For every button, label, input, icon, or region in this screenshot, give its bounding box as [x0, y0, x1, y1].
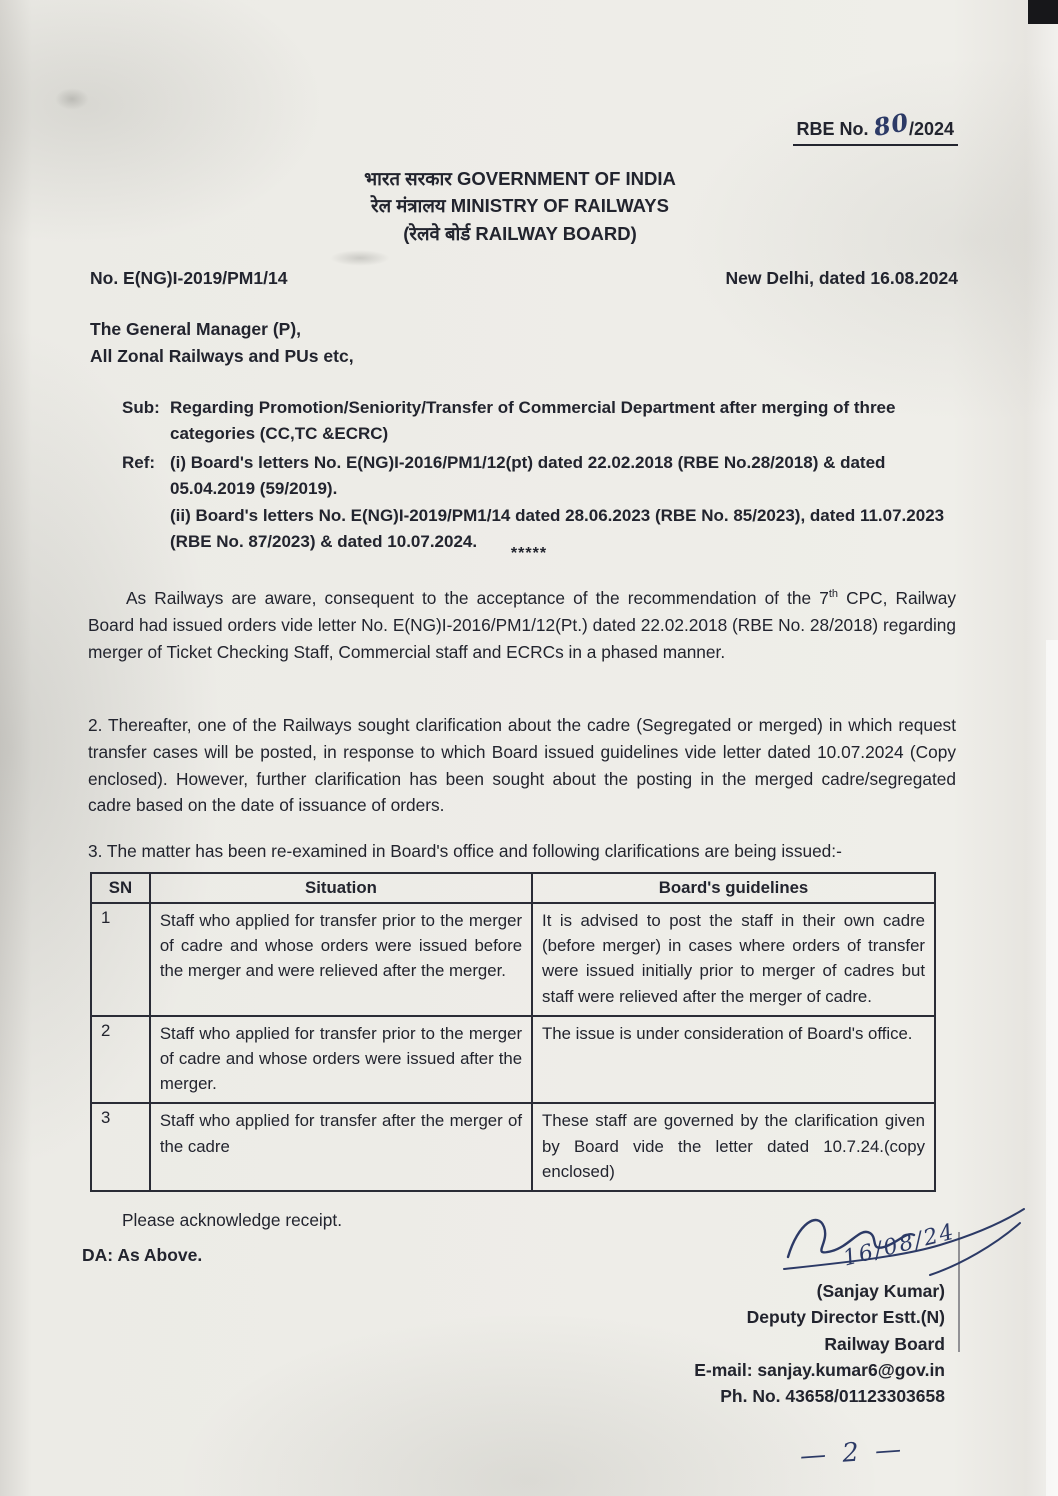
cell-sn: 1	[91, 903, 150, 1016]
paragraph-1-superscript: th	[828, 588, 838, 601]
scan-smudge	[330, 250, 390, 266]
scan-corner-artifact	[1028, 0, 1058, 24]
paragraph-1-text-cont: CPC, Railway Board had issued orders vide letter No. E(NG)I-2016/PM1/12(Pt.) dated 22.02.2018 (RBE No. 28/2018) regarding merger of Ticket Checking Staff, Commercial staff and ECRCs in a phased manner.	[88, 588, 956, 662]
table-header-guidelines: Board's guidelines	[532, 873, 935, 903]
cell-sn: 3	[91, 1103, 150, 1191]
subject-block	[122, 395, 967, 446]
paragraph-2: 2. Thereafter, one of the Railways sought clarification about the cadre (Segregated or merged) in which request transfer cases will be posted, in response to which Board issued guidelines vide letter dated 10.07.2024 (Copy enclosed). However, further clarification has been sought about the posting in the merged cadre/segregated cadre based on the date of issuance of orders.	[88, 715, 956, 816]
cell-guidelines: The issue is under consideration of Board's office.	[532, 1016, 935, 1104]
cell-guidelines: It is advised to post the staff in their own cadre (before merger) in cases where orders of transfer were issued initially prior to merger of cadres but staff were relieved after the merger of cadre.	[532, 903, 935, 1016]
paragraph-3: 3. The matter has been re-examined in Board's office and following clarifications are being issued:-	[88, 841, 842, 861]
signatory-org: Railway Board	[824, 1333, 945, 1354]
subject-label: Sub:	[122, 398, 160, 417]
table-row	[91, 1016, 935, 1104]
page-number-handwritten: — 2 —	[799, 1434, 906, 1472]
addressee-line-2: All Zonal Railways and PUs etc,	[90, 346, 354, 367]
reference-item-1: (i) Board's letters No. E(NG)I-2016/PM1/12(pt) dated 22.02.2018 (RBE No.28/2018) & dated 05.04.2019 (59/2019).	[170, 453, 886, 498]
scan-smudge	[55, 88, 89, 110]
table-header-sn: SN	[91, 873, 150, 903]
cell-sn: 2	[91, 1016, 150, 1104]
cell-guidelines: These staff are governed by the clarification given by Board vide the letter dated 10.7.24.(copy enclosed)	[532, 1103, 935, 1191]
table-header-row	[91, 873, 935, 903]
signatory-block	[694, 1278, 945, 1409]
letterhead-line-board: (रेलवे बोर्ड RAILWAY BOARD)	[403, 222, 637, 244]
separator-stars: *****	[510, 545, 548, 562]
paragraph-1	[88, 585, 956, 665]
signatory-name: (Sanjay Kumar)	[816, 1281, 945, 1301]
file-date-row	[90, 268, 958, 289]
enclosure-line: DA: As Above.	[82, 1245, 203, 1265]
addressee-line-1: The General Manager (P),	[90, 319, 302, 339]
rbe-label: RBE No.	[796, 119, 869, 139]
cell-situation: Staff who applied for transfer prior to the merger of cadre and whose orders were issued before the merger and were relieved after the merger.	[150, 903, 532, 1016]
subject-text: Regarding Promotion/Seniority/Transfer of Commercial Department after merging of three categories (CC,TC &ECRC)	[170, 398, 896, 443]
cell-situation: Staff who applied for transfer prior to the merger of cadre and whose orders were issued after the merger.	[150, 1016, 532, 1104]
addressee-block	[90, 316, 354, 370]
letterhead	[0, 165, 1040, 247]
signatory-email: E-mail: sanjay.kumar6@gov.in	[694, 1359, 945, 1380]
reference-block	[122, 450, 972, 556]
cell-situation: Staff who applied for transfer after the merger of the cadre	[150, 1103, 532, 1191]
table-row	[91, 1103, 935, 1191]
rbe-year: /2024	[908, 119, 954, 139]
rbe-number-handwritten: 80	[870, 107, 911, 142]
letterhead-line-ministry: रेल मंत्रालय MINISTRY OF RAILWAYS	[371, 195, 669, 217]
signatory-phone: Ph. No. 43658/01123303658	[720, 1386, 945, 1406]
paragraph-1-text: As Railways are aware, consequent to the acceptance of the recommendation of the 7	[126, 588, 829, 608]
signature-date-handwritten: 16/08/24	[840, 1219, 959, 1272]
table-row	[91, 903, 935, 1016]
reference-label: Ref:	[122, 453, 156, 472]
scan-edge-strip	[1046, 640, 1058, 1496]
reference-item-2: (ii) Board's letters No. E(NG)I-2019/PM1/14 dated 28.06.2023 (RBE No. 85/2023), dated 11.07.2023 (RBE No. 87/2023) & dated 10.07.2024.	[170, 506, 945, 551]
table-header-situation: Situation	[150, 873, 532, 903]
acknowledge-line: Please acknowledge receipt.	[122, 1210, 342, 1230]
clarification-table	[90, 872, 936, 1192]
file-number: No. E(NG)I-2019/PM1/14	[90, 268, 288, 288]
place-date: New Delhi, dated 16.08.2024	[725, 268, 958, 288]
rbe-number-line	[793, 107, 958, 146]
signatory-designation: Deputy Director Estt.(N)	[746, 1307, 945, 1328]
letterhead-line-govt: भारत सरकार GOVERNMENT OF INDIA	[364, 168, 676, 189]
